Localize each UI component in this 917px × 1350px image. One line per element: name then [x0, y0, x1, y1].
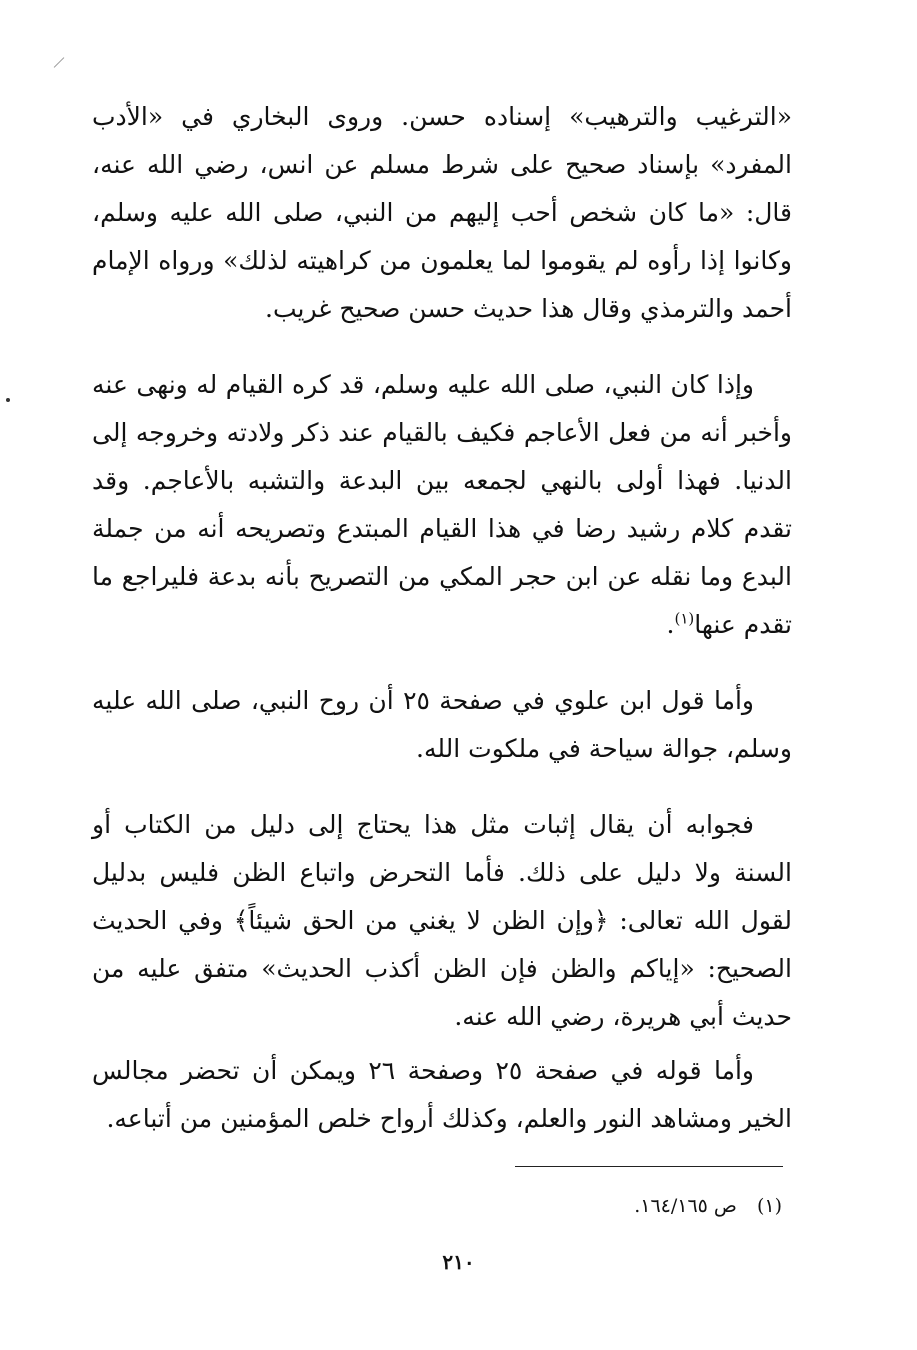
footnote-reference-mark: (١)	[674, 609, 695, 628]
paragraph-2	[92, 361, 792, 649]
paragraph-3: وأما قول ابن علوي في صفحة ٢٥ أن روح النبي، صلى الله عليه وسلم، جوالة سياحة في ملكوت الله.	[92, 686, 792, 763]
footnote-separator-rule	[515, 1166, 783, 1167]
footnote-number: (١)	[756, 1195, 782, 1217]
margin-scratch-mark	[54, 57, 65, 68]
paragraph-5: وأما قوله في صفحة ٢٥ وصفحة ٢٦ ويمكن أن تحضر مجالس الخير ومشاهد النور والعلم، وكذلك أرواح خلص المؤمنين من أتباعه.	[92, 1056, 792, 1133]
paragraph-2-end: .	[666, 610, 675, 639]
page-number: ٢١٠	[442, 1250, 475, 1274]
paragraph-2-text: وإذا كان النبي، صلى الله عليه وسلم، قد كره القيام له ونهى عنه وأخبر أنه من فعل الأعاجم فكيف بالقيام عند ذكر ولادته وخروجه إلى الدنيا. فهذا أولى بالنهي لجمعه بين البدعة والتشبه بالأعاجم. وقد تقدم كلام رشيد رضا في هذا القيام المبتدع وتصريحه أنه من جملة البدع وما نقله عن ابن حجر المكي من التصريح بأنه بدعة فليراجع ما تقدم عنها	[92, 370, 792, 639]
paragraph-1: «الترغيب والترهيب» إسناده حسن. وروى البخاري في «الأدب المفرد» بإسناد صحيح على شرط مسلم عن انس، رضي الله عنه، قال: «ما كان شخص أحب إليهم من النبي، صلى الله عليه وسلم، وكانوا إذا رأوه لم يقوموا لما يعلمون من كراهيته لذلك» ورواه الإمام أحمد والترمذي وقال هذا حديث حسن صحيح غريب.	[92, 102, 792, 323]
paragraph-4: فجوابه أن يقال إثبات مثل هذا يحتاج إلى دليل من الكتاب أو السنة ولا دليل على ذلك. فأما التحرض واتباع الظن فليس بدليل لقول الله تعالى: ﴿وإن الظن لا يغني من الحق شيئاً﴾ وفي الحديث الصحيح: «إياكم والظن فإن الظن أكذب الحديث» متفق عليه من حديث أبي هريرة، رضي الله عنه.	[92, 810, 792, 1031]
footnote-text: ص ١٦٤/١٦٥.	[634, 1195, 737, 1217]
margin-dot-mark	[6, 398, 10, 402]
footnote	[420, 1192, 782, 1220]
